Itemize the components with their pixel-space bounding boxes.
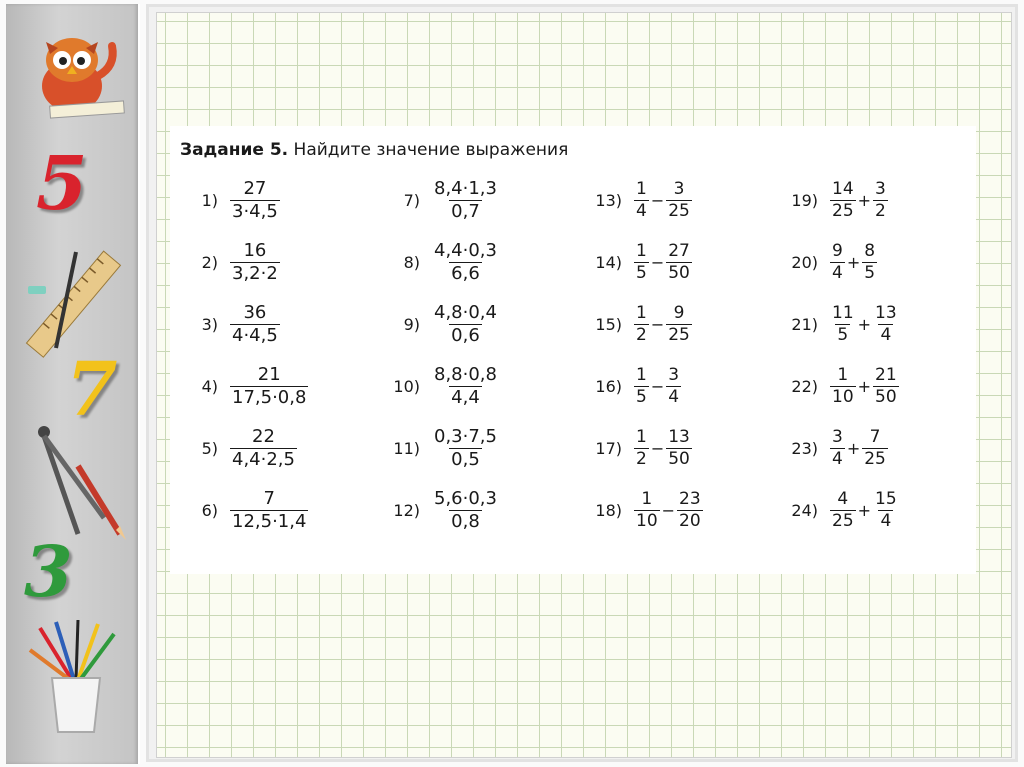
numerator: 0,3·7,5 xyxy=(434,425,497,447)
fraction xyxy=(634,180,649,221)
fraction xyxy=(666,304,692,345)
numerator: 22 xyxy=(252,425,275,447)
fraction xyxy=(432,365,499,408)
decorative-sidebar xyxy=(6,4,140,764)
expression-number: 15) xyxy=(595,314,622,334)
fraction xyxy=(666,366,681,407)
denominator: 0,8 xyxy=(451,510,480,532)
denominator: 4 xyxy=(832,448,843,469)
numerator: 14 xyxy=(832,178,854,199)
fraction xyxy=(873,304,899,345)
expression-number: 3) xyxy=(201,314,218,334)
expression-item xyxy=(588,360,681,412)
expression-number: 1) xyxy=(201,190,218,210)
denominator: 4 xyxy=(880,324,892,345)
expression-item xyxy=(784,422,888,474)
numerator: 21 xyxy=(257,363,281,385)
denominator: 0,6 xyxy=(451,324,480,346)
fraction xyxy=(634,428,649,469)
denominator: 5 xyxy=(636,262,647,283)
task-title xyxy=(180,140,568,160)
numerator: 1 xyxy=(636,240,647,261)
expression-item xyxy=(588,174,692,226)
denominator: 2 xyxy=(875,200,886,221)
expression-number: 20) xyxy=(791,252,818,272)
expression-item xyxy=(588,236,692,288)
numerator: 13 xyxy=(875,302,897,323)
ruler-pencil-icon xyxy=(14,244,130,360)
denominator: 2 xyxy=(636,324,647,345)
expression-number: 8) xyxy=(403,252,420,272)
compass-icon xyxy=(20,422,132,542)
expression-item xyxy=(194,484,308,536)
expression-number: 22) xyxy=(791,376,818,396)
expression-item xyxy=(588,298,692,350)
task-title-bold: Задание 5. xyxy=(180,140,289,160)
expression-item xyxy=(784,298,899,350)
expression-number: 17) xyxy=(595,438,622,458)
fraction xyxy=(873,366,899,407)
expression-item xyxy=(784,236,877,288)
numerator: 21 xyxy=(875,364,897,385)
numerator: 7 xyxy=(263,487,275,509)
operator-sign: − xyxy=(650,190,665,210)
numerator: 11 xyxy=(832,302,854,323)
fraction xyxy=(666,242,692,283)
denominator: 2 xyxy=(636,448,647,469)
numerator: 8 xyxy=(864,240,876,261)
expression-item xyxy=(784,360,899,412)
denominator: 0,5 xyxy=(451,448,480,470)
expression-number: 2) xyxy=(201,252,218,272)
denominator: 50 xyxy=(668,262,690,283)
denominator: 4 xyxy=(636,200,647,221)
expression-number: 21) xyxy=(791,314,818,334)
numerator: 1 xyxy=(641,488,653,509)
fraction xyxy=(830,366,856,407)
digit-three-icon: 3 xyxy=(24,530,73,613)
expression-number: 13) xyxy=(595,190,622,210)
owl-icon xyxy=(20,26,132,122)
fraction xyxy=(830,180,856,221)
pencil-cup-icon xyxy=(22,620,128,740)
expression-item xyxy=(588,422,692,474)
numerator: 4 xyxy=(837,488,849,509)
denominator: 25 xyxy=(832,510,854,531)
expression-number: 18) xyxy=(595,500,622,520)
expression-item xyxy=(784,484,899,536)
numerator: 1 xyxy=(636,364,647,385)
expression-item xyxy=(390,360,499,412)
numerator: 15 xyxy=(875,488,897,509)
denominator: 4 xyxy=(668,386,680,407)
fraction xyxy=(230,427,297,470)
cropped-text-fragment xyxy=(178,566,358,574)
fraction xyxy=(830,490,856,531)
fraction xyxy=(230,303,280,346)
denominator: 4,4·2,5 xyxy=(232,448,295,470)
numerator: 7 xyxy=(869,426,881,447)
operator-sign: + xyxy=(857,314,872,334)
fraction xyxy=(634,242,649,283)
operator-sign: + xyxy=(846,252,861,272)
expression-item xyxy=(390,174,499,226)
expression-item xyxy=(194,360,308,412)
expression-number: 19) xyxy=(791,190,818,210)
fraction xyxy=(634,490,660,531)
numerator: 9 xyxy=(673,302,685,323)
denominator: 5 xyxy=(837,324,849,345)
fraction xyxy=(230,179,280,222)
expression-number: 14) xyxy=(595,252,622,272)
numerator: 8,4·1,3 xyxy=(434,177,497,199)
fraction xyxy=(677,490,703,531)
fraction xyxy=(862,428,888,469)
expression-number: 5) xyxy=(201,438,218,458)
expression-number: 10) xyxy=(393,376,420,396)
expression-item xyxy=(390,298,499,350)
operator-sign: − xyxy=(661,500,676,520)
fraction xyxy=(634,366,649,407)
fraction xyxy=(432,241,499,284)
numerator: 27 xyxy=(243,177,267,199)
denominator: 17,5·0,8 xyxy=(232,386,307,408)
numerator: 1 xyxy=(636,178,647,199)
fraction xyxy=(432,303,499,346)
denominator: 6,6 xyxy=(451,262,480,284)
expression-item xyxy=(194,236,280,288)
denominator: 3,2·2 xyxy=(232,262,278,284)
fraction xyxy=(873,490,899,531)
fraction xyxy=(862,242,877,283)
fraction xyxy=(230,489,308,532)
expression-number: 23) xyxy=(791,438,818,458)
numerator: 3 xyxy=(832,426,843,447)
expression-item xyxy=(784,174,888,226)
denominator: 10 xyxy=(636,510,658,531)
numerator: 36 xyxy=(243,301,267,323)
expression-number: 12) xyxy=(393,500,420,520)
denominator: 3·4,5 xyxy=(232,200,278,222)
numerator: 27 xyxy=(668,240,690,261)
fraction xyxy=(432,427,499,470)
fraction xyxy=(830,304,856,345)
expression-number: 24) xyxy=(791,500,818,520)
fraction xyxy=(666,428,692,469)
numerator: 3 xyxy=(875,178,886,199)
denominator: 5 xyxy=(864,262,876,283)
numerator: 1 xyxy=(837,364,849,385)
operator-sign: + xyxy=(857,190,872,210)
expression-item xyxy=(194,174,280,226)
denominator: 12,5·1,4 xyxy=(232,510,307,532)
expression-item xyxy=(390,484,499,536)
expression-number: 4) xyxy=(201,376,218,396)
digit-seven-icon: 7 xyxy=(66,347,118,433)
denominator: 0,7 xyxy=(451,200,480,222)
numerator: 9 xyxy=(832,240,843,261)
operator-sign: + xyxy=(857,500,872,520)
denominator: 25 xyxy=(668,324,690,345)
operator-sign: − xyxy=(650,438,665,458)
numerator: 13 xyxy=(668,426,690,447)
operator-sign: − xyxy=(650,376,665,396)
fraction xyxy=(634,304,649,345)
numerator: 23 xyxy=(679,488,701,509)
operator-sign: − xyxy=(650,314,665,334)
denominator: 4 xyxy=(832,262,843,283)
denominator: 25 xyxy=(668,200,690,221)
task-card xyxy=(170,126,976,574)
fraction xyxy=(830,428,845,469)
expression-item xyxy=(194,422,297,474)
fraction xyxy=(666,180,692,221)
numerator: 4,4·0,3 xyxy=(434,239,497,261)
denominator: 4·4,5 xyxy=(232,324,278,346)
denominator: 5 xyxy=(636,386,647,407)
denominator: 50 xyxy=(875,386,897,407)
operator-sign: + xyxy=(846,438,861,458)
fraction xyxy=(873,180,888,221)
expression-item xyxy=(390,236,499,288)
expression-item xyxy=(588,484,703,536)
expression-number: 7) xyxy=(403,190,420,210)
denominator: 4 xyxy=(880,510,892,531)
numerator: 5,6·0,3 xyxy=(434,487,497,509)
expression-number: 6) xyxy=(201,500,218,520)
fraction xyxy=(432,179,499,222)
operator-sign: + xyxy=(857,376,872,396)
numerator: 4,8·0,4 xyxy=(434,301,497,323)
numerator: 3 xyxy=(673,178,685,199)
digit-five-icon: 5 xyxy=(36,141,88,227)
fraction xyxy=(830,242,845,283)
denominator: 4,4 xyxy=(451,386,480,408)
numerator: 16 xyxy=(243,239,267,261)
expression-number: 16) xyxy=(595,376,622,396)
denominator: 10 xyxy=(832,386,854,407)
fraction xyxy=(432,489,499,532)
numerator: 8,8·0,8 xyxy=(434,363,497,385)
numerator: 1 xyxy=(636,302,647,323)
denominator: 25 xyxy=(864,448,886,469)
task-title-text: Найдите значение выражения xyxy=(288,140,569,160)
operator-sign: − xyxy=(650,252,665,272)
expression-number: 9) xyxy=(403,314,420,334)
denominator: 25 xyxy=(832,200,854,221)
denominator: 50 xyxy=(668,448,690,469)
denominator: 20 xyxy=(679,510,701,531)
expression-item xyxy=(194,298,280,350)
expression-number: 11) xyxy=(393,438,420,458)
expression-item xyxy=(390,422,499,474)
numerator: 1 xyxy=(636,426,647,447)
fraction xyxy=(230,365,308,408)
numerator: 3 xyxy=(668,364,680,385)
fraction xyxy=(230,241,280,284)
